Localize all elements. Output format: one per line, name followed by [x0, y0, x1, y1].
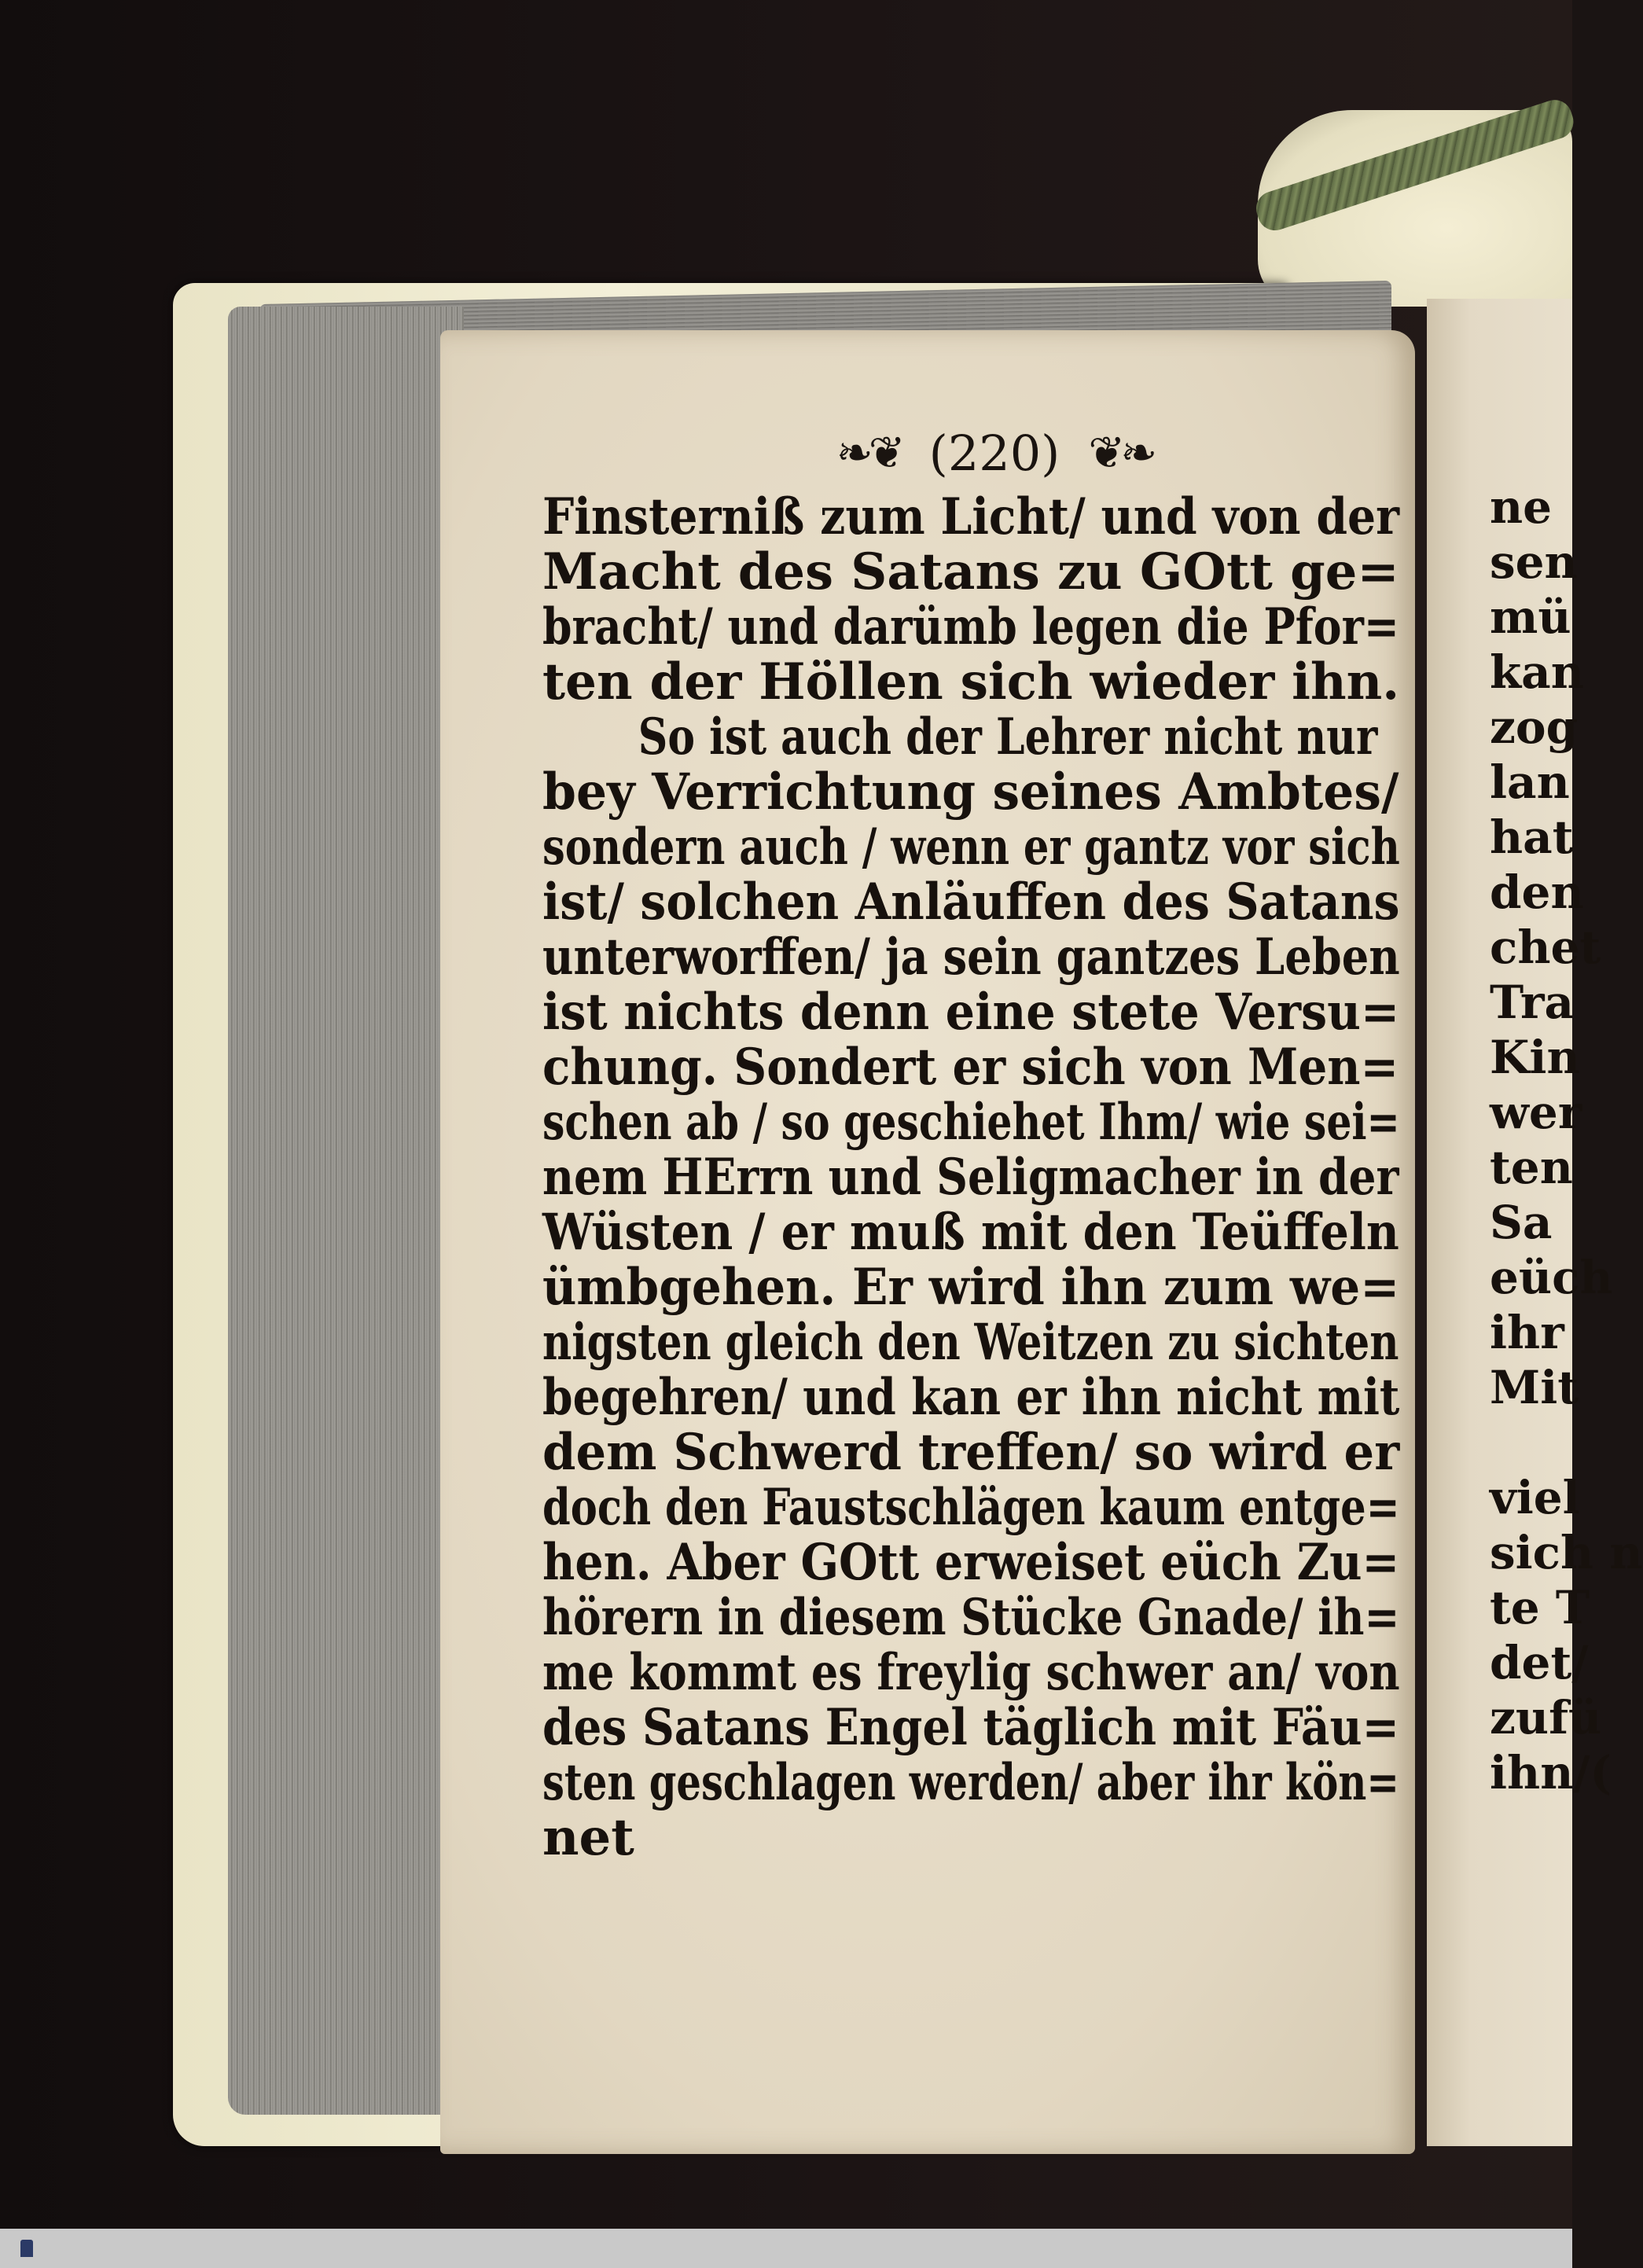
- facing-line-fragment: te T: [1490, 1581, 1590, 1634]
- facing-line-fragment: Tra: [1490, 976, 1575, 1029]
- text-line: sten geschlagen werden/ aber ihr kön=: [542, 1753, 1399, 1812]
- facing-line-fragment: Kin: [1490, 1031, 1580, 1084]
- text-line: So ist auch der Lehrer nicht nur: [638, 708, 1378, 766]
- facing-line-fragment: ne: [1490, 480, 1553, 534]
- page-number: (220): [928, 425, 1060, 482]
- facing-line-fragment: viel: [1490, 1471, 1580, 1524]
- facing-page-text: [1490, 480, 1643, 1800]
- facing-line-fragment: den: [1490, 866, 1584, 919]
- text-line: ten der Höllen sich wieder ihn.: [542, 652, 1400, 711]
- facing-line-fragment: lan: [1490, 755, 1570, 809]
- facing-line-fragment: Sa: [1490, 1196, 1553, 1249]
- page-side-edges: [228, 307, 464, 2115]
- page-header: [590, 425, 1399, 482]
- facing-line-fragment: eüch: [1490, 1251, 1613, 1304]
- facing-line-fragment: Mit: [1490, 1361, 1579, 1414]
- text-line: Macht des Satans zu GOtt ge=: [542, 542, 1399, 601]
- text-line: bracht/ und darümb legen die Pfor=: [542, 597, 1399, 656]
- text-line: net: [542, 1808, 634, 1867]
- text-line: nem HErrn und Seligmacher in der: [542, 1148, 1399, 1207]
- facing-line-fragment: kan: [1490, 645, 1584, 699]
- text-line: bey Verrichtung seines Ambtes/: [542, 763, 1399, 822]
- text-line: me kommt es freylig schwer an/ von: [542, 1643, 1400, 1702]
- facing-line-fragment: wer: [1490, 1086, 1582, 1139]
- text-line: hen. Aber GOtt erweiset eüch Zu=: [542, 1533, 1400, 1592]
- text-line: begehren/ und kan er ihn nicht mit: [542, 1368, 1400, 1427]
- viewer-footer-bar: [0, 2229, 1572, 2268]
- library-logo-icon: [20, 2240, 33, 2257]
- text-line: dem Schwerd treffen/ so wird er: [542, 1423, 1400, 1482]
- facing-line-fragment: ihr: [1490, 1306, 1564, 1359]
- facing-line-fragment: sen: [1490, 535, 1578, 589]
- facing-line-fragment: ten: [1490, 1141, 1573, 1194]
- facing-line-fragment: hat: [1490, 811, 1574, 864]
- text-line: schen ab / so geschiehet Ihm/ wie sei=: [542, 1093, 1400, 1152]
- text-line: nigsten gleich den Weitzen zu sichten: [542, 1313, 1399, 1372]
- header-ornament-left-icon: ❧❦: [836, 428, 901, 479]
- facing-line-fragment: ihn/(: [1490, 1746, 1612, 1799]
- facing-line-fragment: sich n: [1490, 1526, 1643, 1579]
- page-text-block: [542, 425, 1399, 1965]
- facing-line-fragment: det/: [1490, 1636, 1589, 1689]
- facing-line-fragment: zog: [1490, 700, 1579, 754]
- facing-paragraph-gap: [1490, 1415, 1572, 1470]
- text-line: sondern auch / wenn er gantz vor sich: [542, 818, 1400, 877]
- text-lines: [542, 487, 1400, 1867]
- text-line: unterworffen/ ja sein gantzes Leben: [542, 928, 1400, 987]
- text-line: doch den Faustschlägen kaum entge=: [542, 1478, 1400, 1537]
- text-line: hörern in diesem Stücke Gnade/ ih=: [542, 1588, 1400, 1647]
- text-line: chung. Sondert er sich von Men=: [542, 1038, 1399, 1097]
- header-ornament-right-icon: ❦❧: [1088, 428, 1153, 479]
- facing-line-fragment: mü: [1490, 590, 1571, 644]
- text-line: Finsterniß zum Licht/ und von der: [542, 487, 1400, 546]
- facing-line-fragment: zufü: [1490, 1691, 1602, 1744]
- text-line: ist nichts denn eine stete Versu=: [542, 983, 1400, 1042]
- text-line: ümbgehen. Er wird ihn zum we=: [542, 1258, 1400, 1317]
- text-line: des Satans Engel täglich mit Fäu=: [542, 1698, 1399, 1757]
- facing-line-fragment: chet: [1490, 921, 1601, 974]
- text-line: Wüsten / er muß mit den Teüffeln: [542, 1203, 1399, 1262]
- library-logo: [11, 2233, 42, 2264]
- text-line: ist/ solchen Anläuffen des Satans: [542, 873, 1400, 932]
